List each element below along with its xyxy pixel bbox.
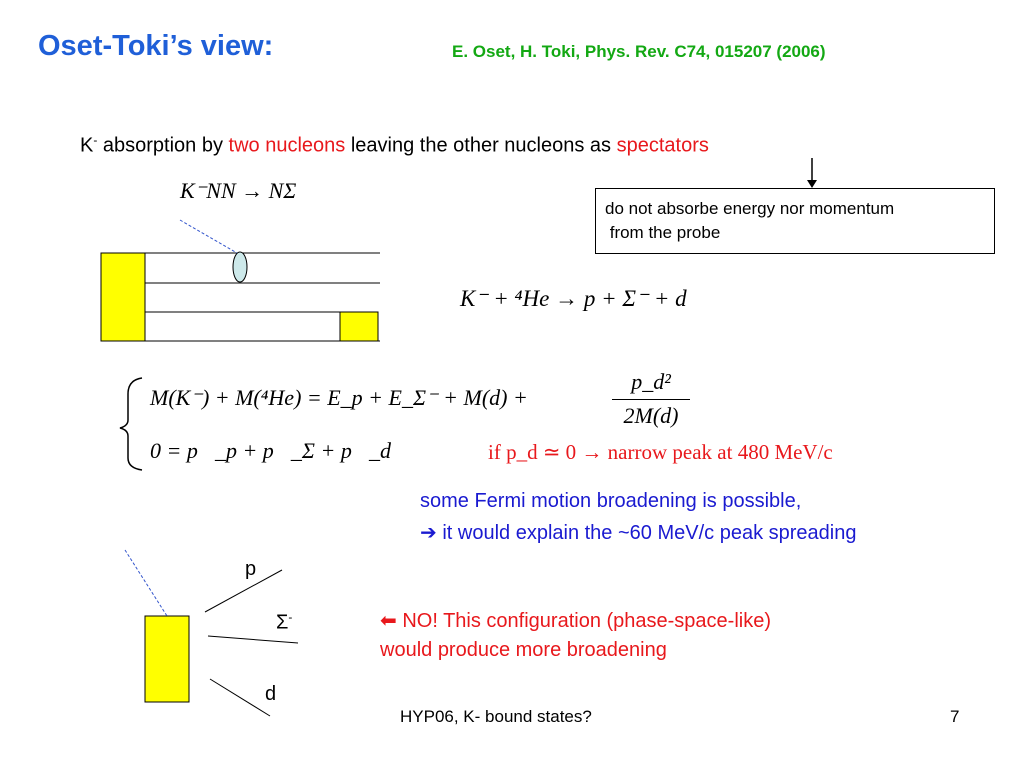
nucleus-block-left (101, 253, 145, 341)
sigma-charge: - (288, 610, 293, 624)
no-note-line-2: would produce more broadening (380, 639, 667, 661)
reference-citation: E. Oset, H. Toki, Phys. Rev. C74, 015207 (2006) (452, 42, 826, 61)
right-arrow-icon: ➔ (420, 522, 437, 544)
energy-conservation-equation: M(K⁻) + M(⁴He) = E_p + E_Σ⁻ + M(d) + (150, 385, 528, 410)
left-arrow-icon: ⬅ (380, 610, 397, 632)
proton-label: p (245, 558, 257, 580)
callout-arrow (807, 158, 817, 188)
sigma-symbol: Σ (276, 611, 289, 634)
sigma-track (208, 636, 298, 643)
fraction-denominator: 2M(d) (623, 403, 679, 428)
no-note-line-1-text: NO! This configuration (phase-space-like) (396, 610, 772, 632)
narrow-peak-note: if p_d ≃ 0 → narrow peak at 480 MeV/c (488, 440, 833, 464)
deuteron-label: d (265, 683, 277, 705)
sigma-label (276, 610, 292, 635)
footer-text: HYP06, K- bound states? (400, 707, 592, 726)
two-nucleons-highlight: two nucleons (228, 134, 346, 157)
kaon-dashed-line-2 (125, 550, 167, 616)
kaon-charge: - (93, 133, 98, 147)
fraction-bar (612, 399, 690, 400)
spectator-block (340, 312, 378, 341)
momentum-fraction (612, 367, 690, 430)
fermi-line-1: some Fermi motion broadening is possible, (420, 490, 802, 512)
fermi-line-2-text: it would explain the ~60 MeV/c peak spreading (436, 522, 857, 544)
reaction-knn: K⁻NN → NΣ (180, 178, 297, 203)
absorption-text-1: absorption by (97, 134, 229, 157)
absorption-text-2: leaving the other nucleons as (345, 134, 617, 157)
reaction-k-he4: K⁻ + ⁴He → p + Σ⁻ + d (460, 286, 687, 311)
equation-brace (120, 378, 142, 470)
fraction-numerator: p_d² (631, 369, 671, 394)
spectators-highlight: spectators (616, 134, 709, 157)
momentum-conservation-equation: 0 = p⃗_p + p⃗_Σ + p⃗_d (150, 438, 391, 463)
page-number: 7 (950, 707, 960, 726)
fermi-line-2 (420, 520, 856, 545)
nucleus-block-bottom (145, 616, 189, 702)
two-nucleon-absorption-diagram (101, 220, 380, 341)
deuteron-track (210, 679, 270, 716)
no-note-line-1 (380, 608, 771, 633)
kaon-dashed-line (180, 220, 237, 253)
callout-line-2: from the probe (605, 223, 721, 242)
slide-title: Oset-Toki’s view: (38, 30, 274, 62)
callout-line-1: do not absorbe energy nor momentum (605, 199, 895, 218)
kaon-symbol: K (80, 134, 94, 157)
proton-track (205, 570, 282, 612)
absorption-vertex-ellipse (233, 252, 247, 282)
